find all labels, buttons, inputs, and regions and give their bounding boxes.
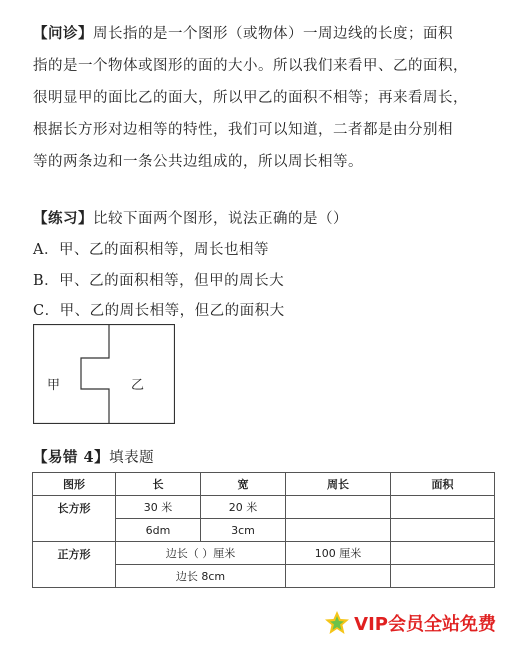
diagnosis-text: 周长指的是一个图形（或物体）一周边线的长度；面积 xyxy=(93,26,453,42)
vip-badge[interactable] xyxy=(324,610,496,636)
label-jia: 甲 xyxy=(47,378,61,393)
cell-side-length: 边长 8cm xyxy=(116,565,286,588)
mistake-title: 填表题 xyxy=(109,450,155,466)
cell-width: 3cm xyxy=(201,519,286,542)
cell-length: 30 米 xyxy=(116,496,201,519)
cell-area-blank[interactable] xyxy=(391,519,495,542)
cell-side-length[interactable]: 边长（ ）厘米 xyxy=(116,542,286,565)
exercise-question xyxy=(33,207,348,228)
diagnosis-line-3: 很明显甲的面比乙的面大，所以甲乙的面积不相等；再来看周长， xyxy=(33,90,468,106)
table-row xyxy=(33,542,495,565)
row-label-square: 正方形 xyxy=(33,542,116,588)
vip-text: VIP会员全站免费 xyxy=(354,614,496,635)
divider-line xyxy=(81,325,109,424)
exercise-tag: 【练习】 xyxy=(33,210,93,227)
fill-table xyxy=(32,472,495,588)
header-shape: 图形 xyxy=(33,473,116,496)
cell-area-blank[interactable] xyxy=(391,565,495,588)
cell-width: 20 米 xyxy=(201,496,286,519)
cell-perimeter-blank[interactable] xyxy=(286,519,391,542)
cell-length: 6dm xyxy=(116,519,201,542)
cell-perimeter-blank[interactable] xyxy=(286,496,391,519)
mistake-heading xyxy=(33,446,154,467)
star-icon xyxy=(324,610,350,636)
exercise-question-text: 比较下面两个图形，说法正确的是（） xyxy=(93,211,348,227)
header-width: 宽 xyxy=(201,473,286,496)
diagnosis-line-5: 等的两条边和一条公共边组成的，所以周长相等。 xyxy=(33,154,363,170)
option-a: A．甲、乙的面积相等，周长也相等 xyxy=(33,242,269,258)
cell-area-blank[interactable] xyxy=(391,542,495,565)
mistake-tag: 【易错 4】 xyxy=(33,449,110,466)
table-header-row xyxy=(33,473,495,496)
option-c: C．甲、乙的周长相等，但乙的面积大 xyxy=(33,303,285,319)
header-perimeter: 周长 xyxy=(286,473,391,496)
diagnosis-tag: 【问诊】 xyxy=(33,25,93,42)
diagnosis-line-4: 根据长方形对边相等的特性，我们可以知道，二者都是由分别相 xyxy=(33,122,453,138)
shape-figure xyxy=(33,324,175,424)
header-area: 面积 xyxy=(391,473,495,496)
header-length: 长 xyxy=(116,473,201,496)
table-row xyxy=(33,496,495,519)
diagnosis-line-1 xyxy=(33,22,453,43)
diagnosis-line-2: 指的是一个物体或图形的面的大小。所以我们来看甲、乙的面积， xyxy=(33,58,468,74)
option-b: B．甲、乙的面积相等，但甲的周长大 xyxy=(33,273,285,289)
row-label-rectangle: 长方形 xyxy=(33,496,116,542)
label-yi: 乙 xyxy=(131,378,145,393)
cell-perimeter: 100 厘米 xyxy=(286,542,391,565)
cell-perimeter-blank[interactable] xyxy=(286,565,391,588)
cell-area-blank[interactable] xyxy=(391,496,495,519)
